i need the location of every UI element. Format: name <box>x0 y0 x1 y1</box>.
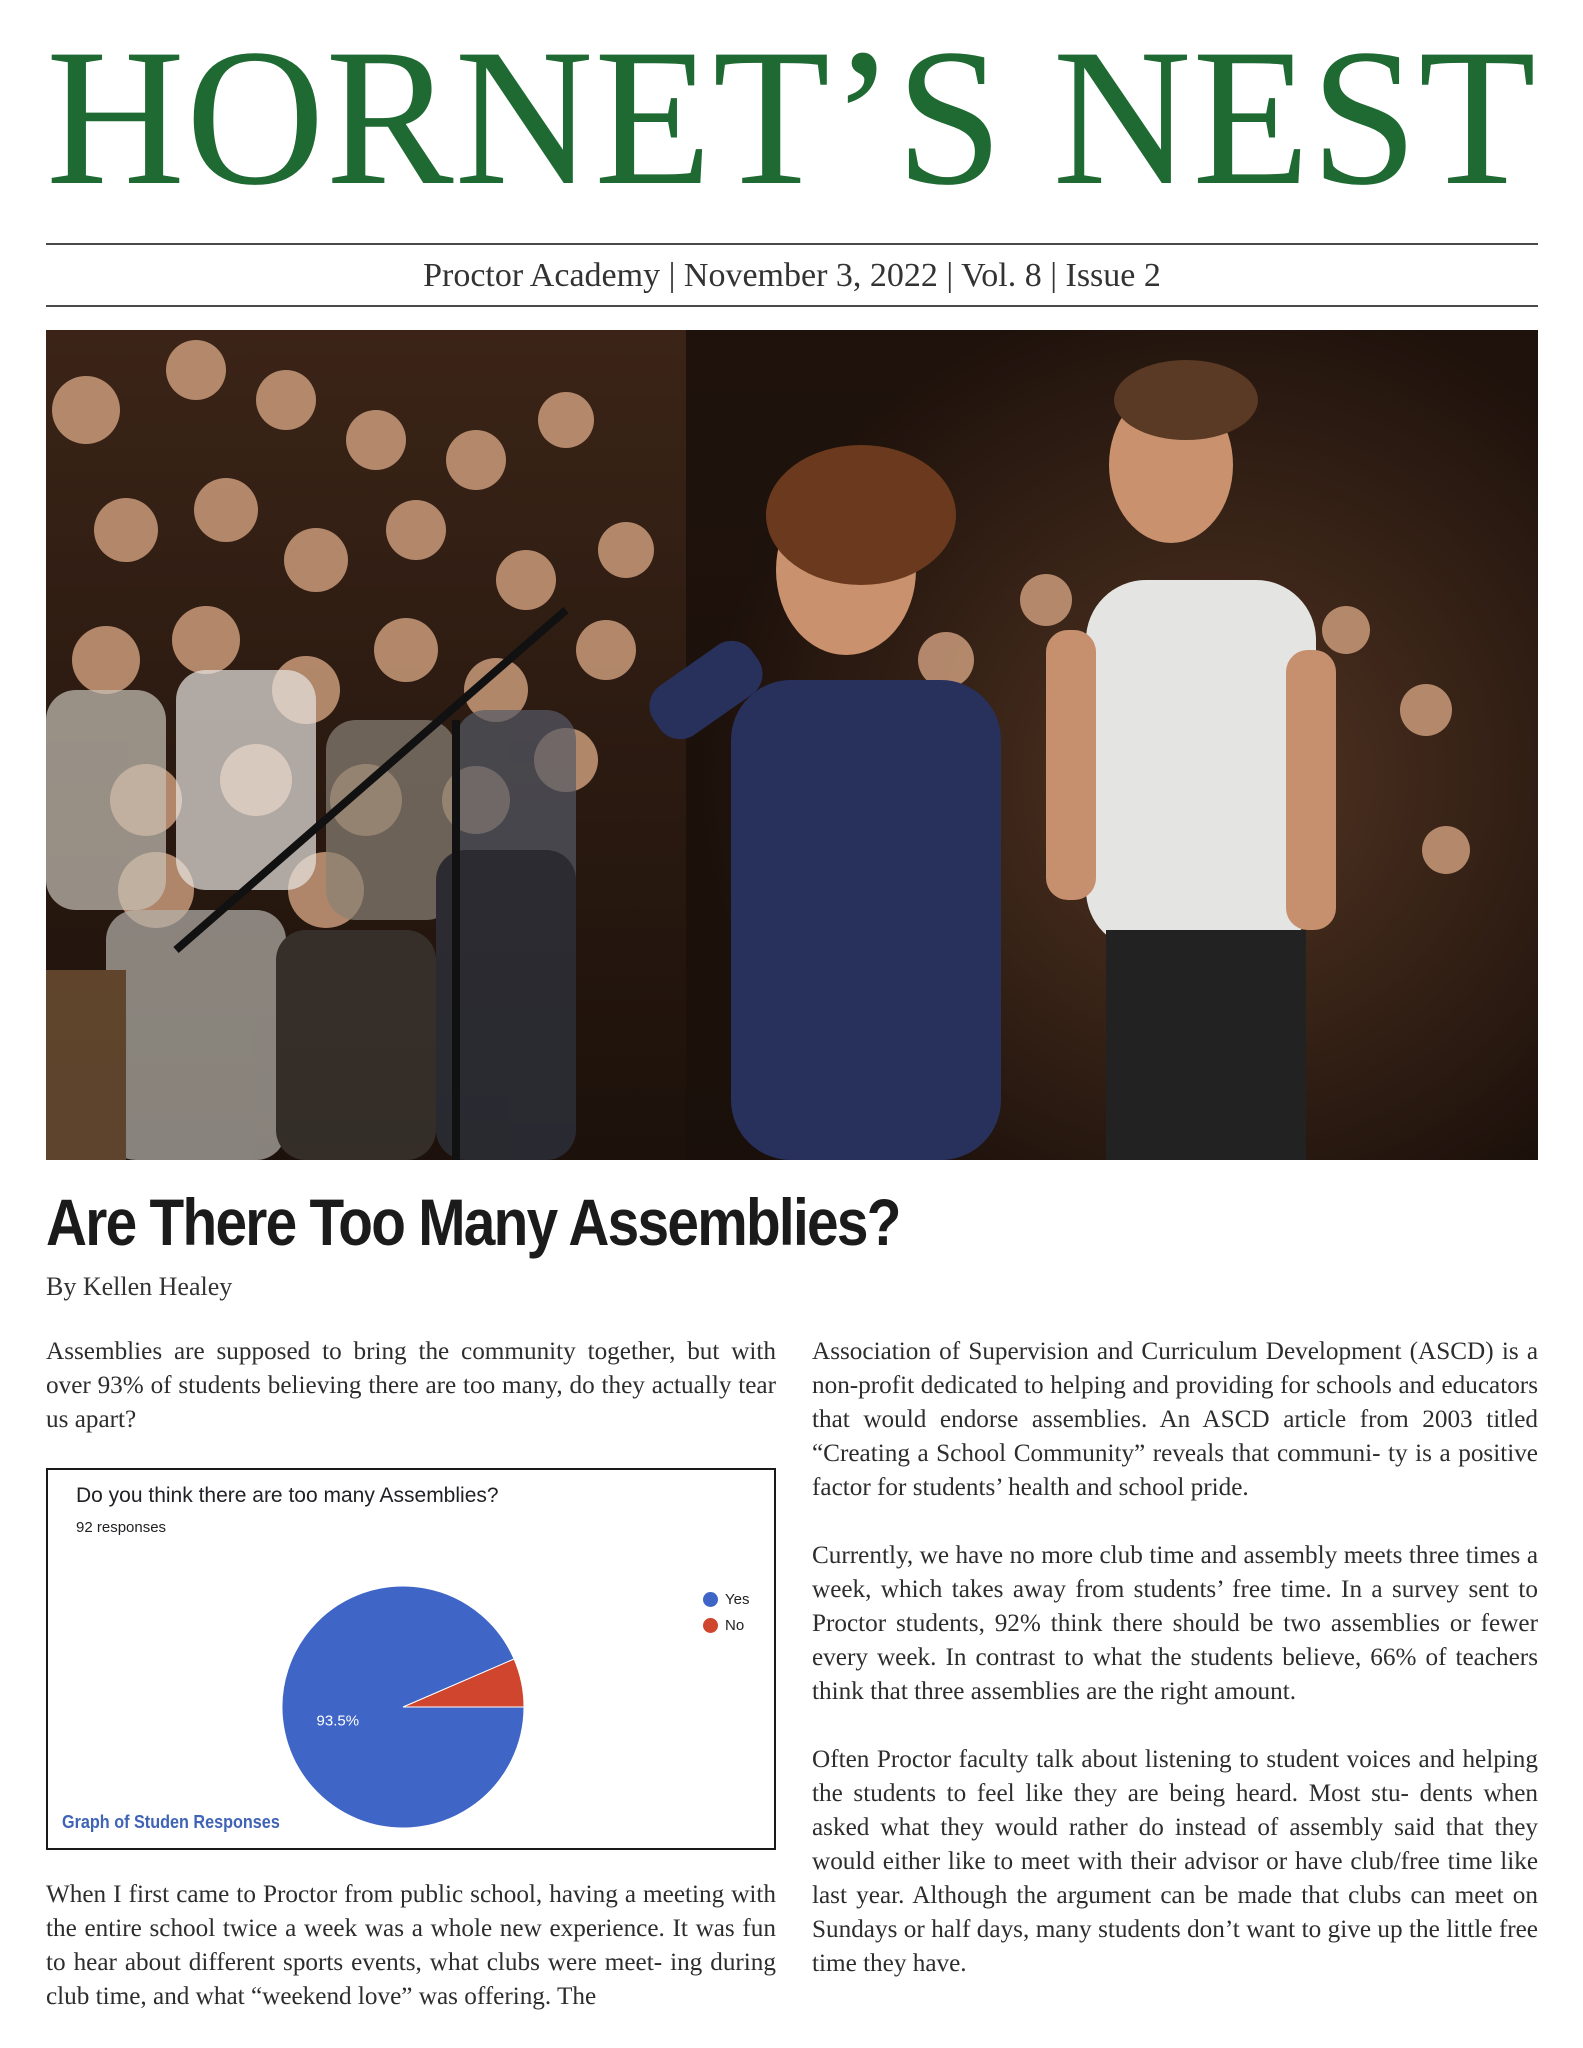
chart-title: Do you think there are too many Assemblies? <box>76 1484 499 1507</box>
article-column-left-bottom <box>46 1878 776 2014</box>
pie-chart <box>48 1470 773 1847</box>
legend-label-yes: Yes <box>725 1590 750 1608</box>
chart-caption: Graph of Studen Responses <box>62 1812 280 1832</box>
hero-photo-illustration <box>46 330 1538 1160</box>
legend-swatch-yes <box>703 1592 718 1607</box>
pie-slice-yes <box>282 1586 524 1828</box>
article-byline: By Kellen Healey <box>46 1272 233 1301</box>
paragraph: Association of Supervision and Curriculum Development (ASCD) is a non-profit dedicated to helping and providing for schools and educators that would endorse assemblies. An ASCD article from 2003 titled “Creating a School Community” reveals that communi- ty is a positive factor for students’ health and school pride. <box>812 1338 1538 1501</box>
article-headline: Are There Too Many Assemblies? <box>46 1185 900 1259</box>
legend-item-yes <box>703 1586 749 1612</box>
header-rule-top <box>46 243 1538 245</box>
article-column-left-top <box>46 1335 776 1437</box>
paragraph: Currently, we have no more club time and assembly meets three times a week, which takes away from students’ free time. In a survey sent to Proctor students, 92% think there should be two assemblies or fewer every week. In contrast to what the students believe, 66% of teachers think that three assemblies are the right amount. <box>812 1542 1538 1705</box>
hero-photo <box>46 330 1538 1160</box>
issue-line: Proctor Academy | November 3, 2022 | Vol. 8 | Issue 2 <box>423 257 1161 294</box>
article-column-right <box>812 1335 1538 1981</box>
paragraph: When I first came to Proctor from public school, having a meeting with the entire school twice a week was a whole new experience. It was fun to hear about different sports events, what clubs were meet- ing during club time, and what “weekend love” was offering. The <box>46 1881 776 2010</box>
header-rule-bottom <box>46 305 1538 307</box>
paragraph: Often Proctor faculty talk about listening to student voices and helping the students to feel like they are being heard. Most stu- dents when asked what they would rather do instead of assembly said that they would either like to meet with their advisor or have club/free time like last year. Although the argument can be made that clubs can meet on Sundays or half days, many students don’t want to give up the little free time they have. <box>812 1746 1538 1977</box>
masthead-title: HORNET’S NEST <box>46 9 1537 226</box>
pie-data-label-yes: 93.5% <box>316 1712 360 1730</box>
paragraph: Assemblies are supposed to bring the community together, but with over 93% of students believing there are too many, do they actually tear us apart? <box>46 1338 776 1433</box>
chart-subtitle: 92 responses <box>76 1519 167 1536</box>
legend-label-no: No <box>725 1616 745 1634</box>
chart-legend <box>703 1586 749 1638</box>
legend-item-no <box>703 1612 749 1638</box>
legend-swatch-no <box>703 1618 718 1633</box>
survey-chart <box>46 1468 776 1850</box>
